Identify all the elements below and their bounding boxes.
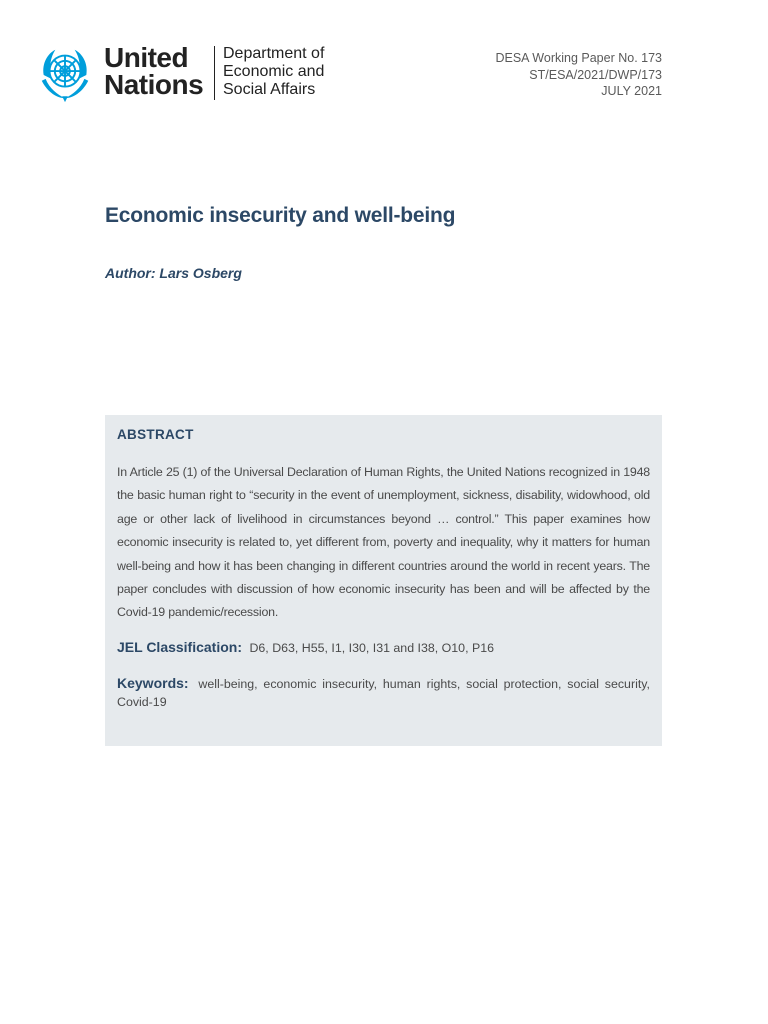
paper-series: DESA Working Paper No. 173	[495, 51, 662, 65]
department-name	[223, 45, 324, 99]
jel-value: D6, D63, H55, I1, I30, I31 and I38, O10, P16	[249, 640, 494, 655]
jel-label: JEL Classification:	[117, 638, 243, 655]
department-line-3: Social Affairs	[223, 81, 316, 98]
abstract-heading: ABSTRACT	[117, 427, 194, 442]
keywords-label: Keywords:	[117, 674, 189, 691]
paper-metadata	[495, 50, 662, 100]
department-line-2: Economic and	[223, 63, 325, 80]
un-emblem-icon	[34, 42, 96, 104]
org-name	[104, 44, 203, 98]
paper-code: ST/ESA/2021/DWP/173	[529, 67, 662, 82]
jel-classification	[117, 637, 650, 658]
org-name-line-2: Nations	[104, 69, 204, 100]
keywords-value: well-being, economic insecurity, human rights, social protection, social security, Covid-19	[117, 676, 650, 709]
paper-date: JULY 2021	[601, 84, 662, 98]
author-line: Author: Lars Osberg	[105, 265, 242, 281]
page-title: Economic insecurity and well-being	[105, 204, 456, 227]
abstract-box	[105, 415, 662, 746]
header-divider	[214, 46, 215, 100]
keywords	[117, 674, 650, 711]
org-name-line-1: United	[104, 42, 189, 73]
department-line-1: Department of	[223, 45, 325, 62]
abstract-text: In Article 25 (1) of the Universal Declaration of Human Rights, the United Nations recognized in 1948 the basic human right to “security in the event of unemployment, sickness, disability, widowhood, old age or other lack of livelihood in circumstances beyond … control.” This paper examines how economic insecurity is related to, yet different from, poverty and inequality, why it matters for human well-being and how it has been changing in different countries around the world in recent years. The paper concludes with discussion of how economic insecurity has been and will be affected by the Covid-19 pandemic/recession.	[117, 465, 650, 620]
